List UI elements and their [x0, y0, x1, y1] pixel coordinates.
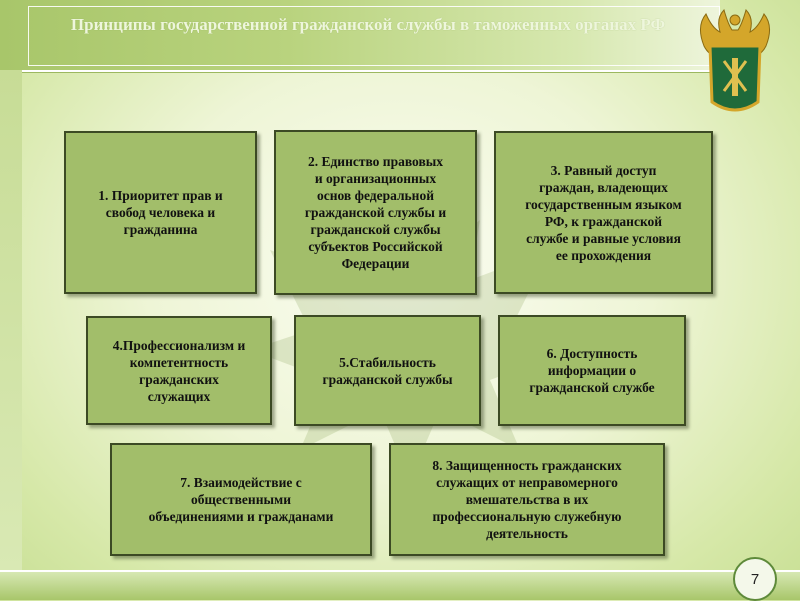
customs-emblem-icon	[694, 6, 776, 124]
principle-box-2	[274, 130, 477, 295]
principle-text: 5.Стабильность гражданской службы	[322, 354, 453, 387]
left-decor-stripe	[0, 70, 22, 570]
principle-box-6	[498, 315, 686, 426]
principle-text: 8. Защищенность гражданских служащих от неправомерного вмешательства в их профессиональную служебную деятельность	[432, 458, 622, 541]
principle-box-5	[294, 315, 481, 426]
principle-box-4	[86, 316, 272, 425]
principle-box-3	[494, 131, 713, 294]
principle-text: 4.Профессионализм и компетентность гражданских служащих	[112, 337, 246, 404]
page-number: 7	[733, 557, 777, 601]
slide-title: Принципы государственной гражданской службы в таможенных органах РФ	[70, 15, 666, 34]
principle-box-1	[64, 131, 257, 294]
principle-text: 1. Приоритет прав и свобод человека и гражданина	[98, 188, 223, 237]
principle-box-8	[389, 443, 665, 556]
principle-text: 3. Равный доступ граждан, владеющих государственным языком РФ, к гражданской службе и равные условия ее прохождения	[525, 162, 682, 263]
principle-box-7	[110, 443, 372, 556]
principle-text: 6. Доступность информации о гражданской службе	[529, 346, 655, 395]
principle-text: 2. Единство правовых и организационных основ федеральной гражданской службы и гражданской службы субъектов Российской Федерации	[304, 154, 447, 271]
footer-band	[0, 572, 800, 600]
principle-text: 7. Взаимодействие с общественными объединениями и гражданами	[148, 475, 334, 524]
